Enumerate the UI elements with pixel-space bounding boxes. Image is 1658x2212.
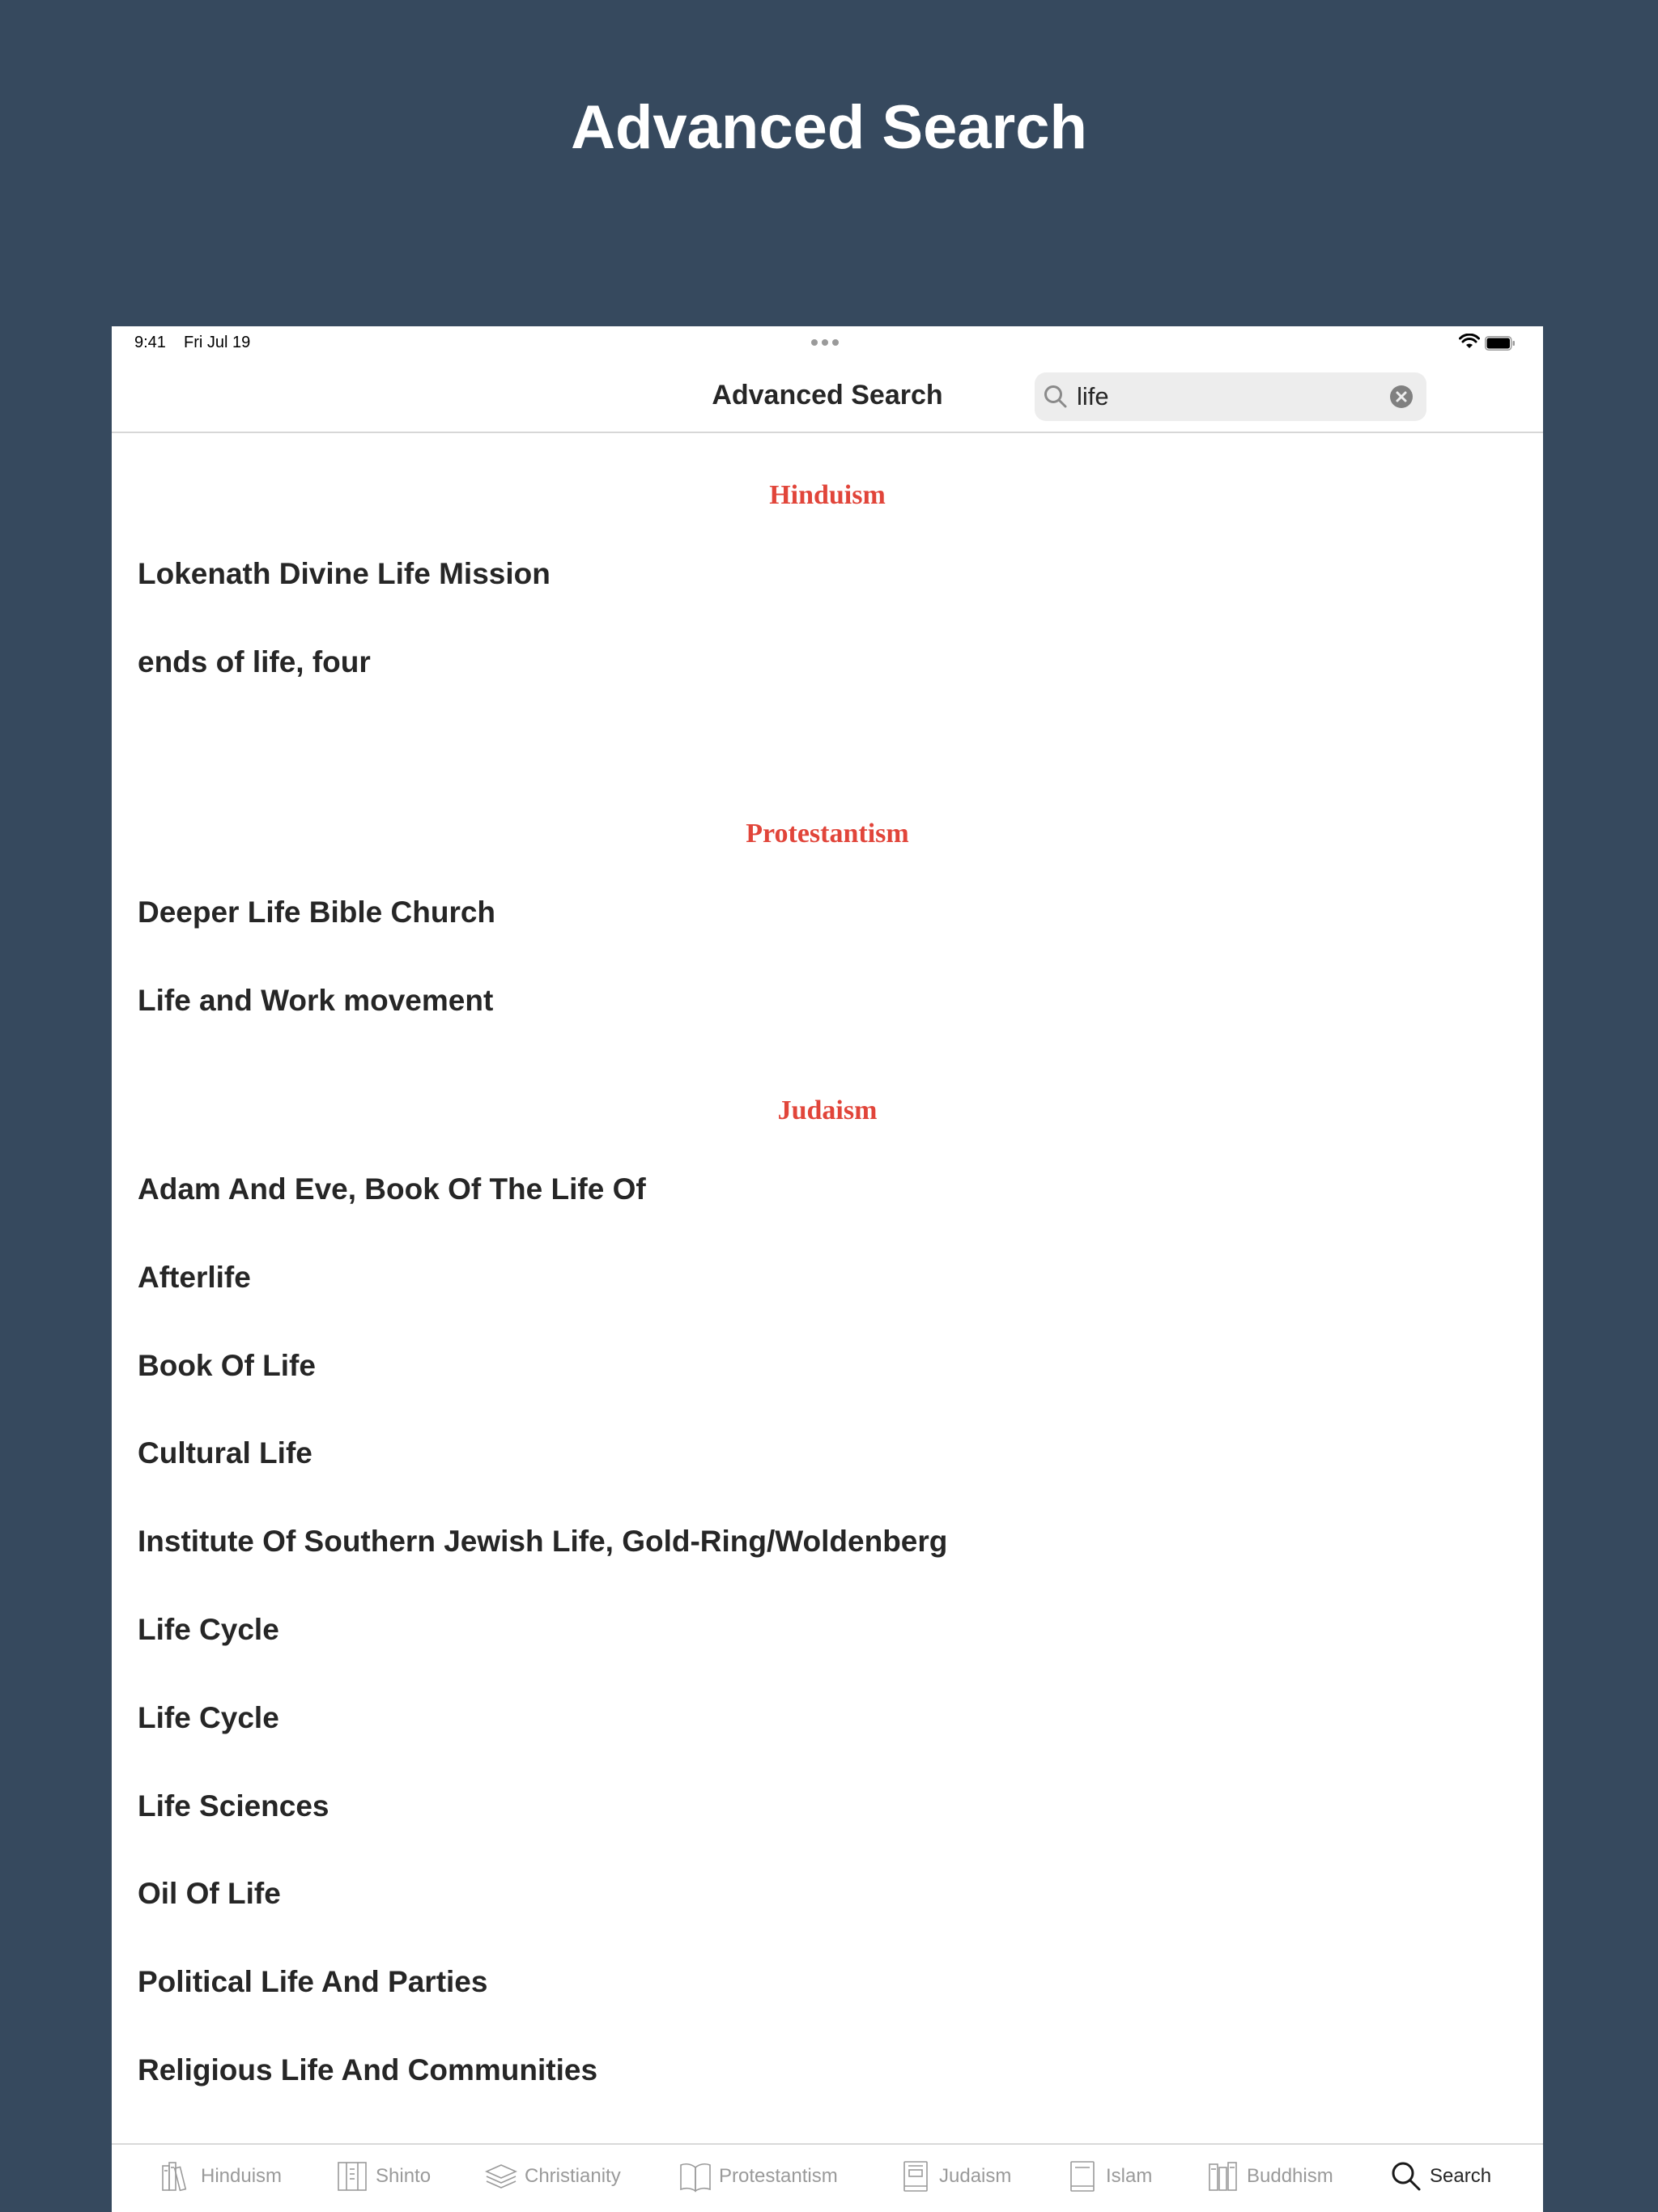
clear-search-icon[interactable] [1389,385,1414,409]
tab-buddhism[interactable] [1206,2156,1333,2197]
books-icon [1206,2159,1240,2193]
tab-label: Protestantism [719,2165,838,2187]
tab-label: Search [1430,2165,1492,2187]
device-screen [112,326,1543,2212]
tab-label: Islam [1106,2165,1153,2187]
tab-bar [112,2143,1543,2212]
tab-shinto[interactable] [335,2156,431,2197]
tab-christianity[interactable] [484,2156,621,2197]
search-icon [1389,2159,1423,2193]
tab-hinduism[interactable] [160,2156,282,2197]
open-book-icon [678,2159,712,2193]
list-item[interactable]: Book Of Life [138,1349,316,1382]
list-item[interactable]: Oil Of Life [138,1877,281,1910]
results-list[interactable] [112,433,1543,2133]
tab-judaism[interactable] [899,2156,1011,2197]
search-input[interactable] [1077,379,1384,415]
section-header-judaism: Judaism [777,1095,878,1125]
list-item[interactable]: Institute Of Southern Jewish Life, Gold-Ring/Woldenberg [138,1525,948,1558]
search-icon [1043,384,1069,410]
list-item[interactable]: Political Life And Parties [138,1965,488,1998]
scroll-book-icon [335,2159,369,2193]
books-icon [160,2159,194,2193]
list-item[interactable]: Deeper Life Bible Church [138,895,496,929]
list-item[interactable]: Lokenath Divine Life Mission [138,557,551,590]
tab-protestantism[interactable] [678,2156,838,2197]
status-bar [112,326,1543,359]
tab-islam[interactable] [1065,2156,1152,2197]
navigation-bar [112,359,1543,433]
search-field[interactable] [1035,372,1426,421]
list-item[interactable]: Life Sciences [138,1789,329,1823]
list-item[interactable]: Life and Work movement [138,984,494,1017]
tab-search[interactable] [1389,2156,1491,2197]
book-icon [899,2159,933,2193]
section-header-hinduism: Hinduism [769,480,886,510]
list-item[interactable]: ends of life, four [138,645,371,678]
multitasking-dots-icon[interactable] [811,339,839,346]
section-header-protestantism: Protestantism [746,819,909,849]
wifi-icon [1459,334,1480,350]
list-item[interactable]: Life Cycle [138,1701,279,1734]
list-item[interactable]: Afterlife [138,1261,251,1294]
list-item[interactable]: Adam And Eve, Book Of The Life Of [138,1172,646,1206]
status-time: 9:41 [134,334,166,351]
list-item[interactable]: Life Cycle [138,1613,279,1646]
tab-label: Judaism [939,2165,1012,2187]
page-title: Advanced Search [712,380,943,410]
list-item[interactable]: Religious Life And Communities [138,2053,598,2087]
tab-label: Shinto [376,2165,432,2187]
battery-icon [1485,336,1516,351]
status-date: Fri Jul 19 [184,334,251,351]
tab-label: Hinduism [201,2165,283,2187]
list-item[interactable]: Cultural Life [138,1436,312,1470]
book-icon [1065,2159,1099,2193]
tab-label: Buddhism [1247,2165,1333,2187]
promo-title: Advanced Search [571,93,1087,162]
tab-label: Christianity [525,2165,621,2187]
layers-icon [484,2159,518,2193]
